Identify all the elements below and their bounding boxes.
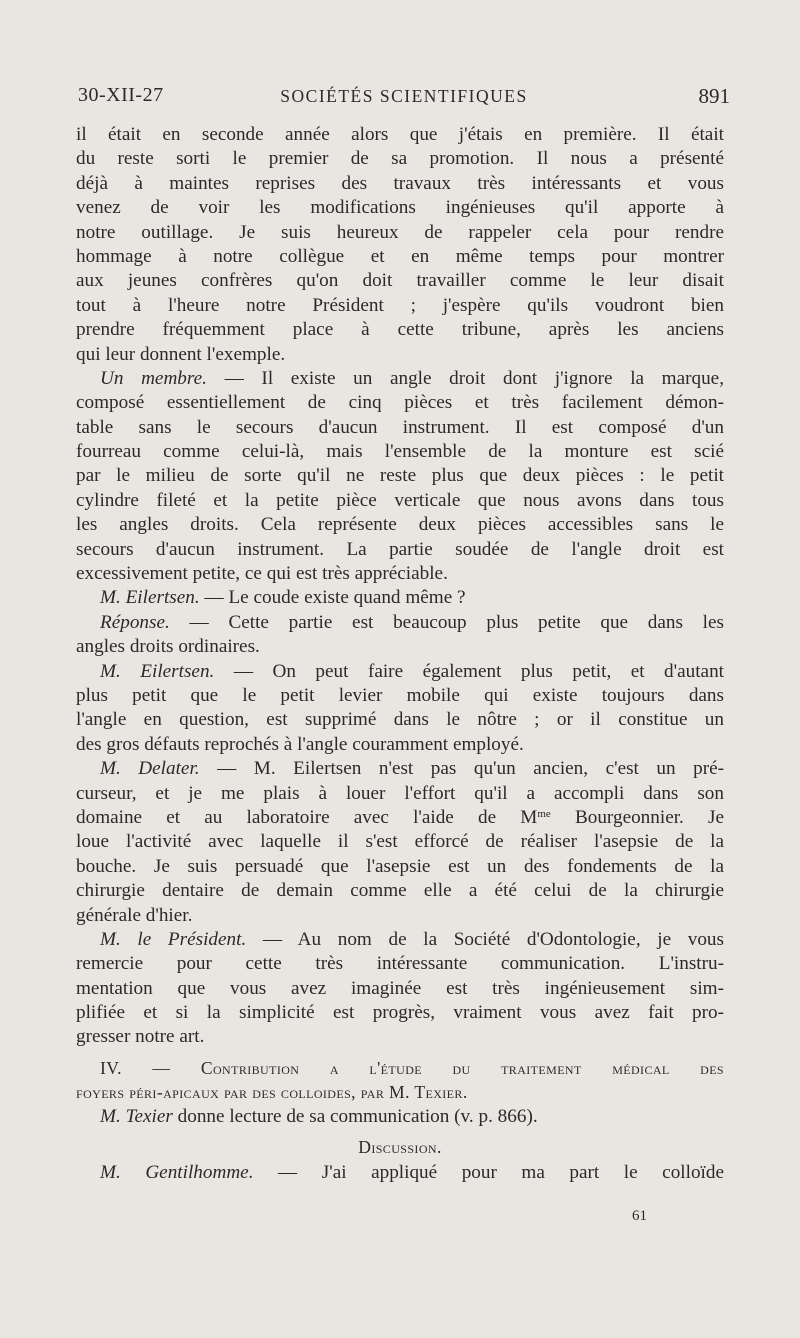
text-line: l'angle en question, est supprimé dans le nôtre ; or il constitue un: [76, 709, 724, 731]
discussion-heading: Discussion.: [358, 1137, 442, 1158]
text-line: il était en seconde année alors que j'étais en première. Il était: [76, 124, 724, 145]
text-line: plifiée et si la simplicité est progrès, vraiment vous avez fait pro-: [76, 1002, 724, 1024]
text-line: secours d'aucun instrument. La partie soudée de l'angle droit est: [76, 538, 724, 560]
paragraph-texier: M. Texier donne lecture de sa communication (v. p. 866).: [100, 1105, 538, 1127]
text-line: remercie pour cette très intéressante communication. L'instru-: [76, 953, 724, 975]
text-line: angles droits ordinaires.: [76, 636, 260, 658]
text-line: aux jeunes confrères qu'on doit travailler comme le leur disait: [76, 270, 724, 292]
text-line: des gros défauts reprochés à l'angle couramment employé.: [76, 733, 524, 755]
text-line: curseur, et je me plais à louer l'effort qu'il a accompli dans son: [76, 782, 724, 804]
text-line: table sans le secours d'aucun instrument. Il est composé d'un: [76, 416, 724, 438]
text-line: Un membre. — Il existe un angle droit dont j'ignore la marque,: [100, 367, 725, 389]
signature-mark: 61: [632, 1208, 647, 1224]
paragraph-eilertsen-1: M. Eilertsen. — Le coude existe quand même ?: [100, 587, 466, 609]
paragraph-gentilhomme: M. Gentilhomme. — J'ai appliqué pour ma part le colloïde: [100, 1162, 724, 1184]
paragraph-delater: [76, 757, 724, 928]
text-line: prendre fréquemment place à cette tribune, après les anciens: [76, 319, 724, 341]
text-line: les angles droits. Cela représente deux pièces accessibles sans le: [76, 514, 724, 536]
speaker-name: M. le Président.: [100, 928, 247, 950]
superscript: me: [537, 807, 551, 820]
text-line: M. le Président. — Au nom de la Société d'Odontologie, je vous: [100, 928, 724, 950]
text-line: notre outillage. Je suis heureux de rappeler cela pour rendre: [76, 221, 724, 243]
text-line: tout à l'heure notre Président ; j'espère qu'ils voudront bien: [76, 294, 724, 316]
running-header: [78, 84, 730, 114]
section-heading-line: IV. — Contribution a l'étude du traitement médical des: [100, 1057, 724, 1078]
text-line: par le milieu de sorte qu'il ne reste plus que deux pièces : le petit: [76, 465, 724, 487]
text-line: M. Eilertsen. — On peut faire également plus petit, et d'autant: [100, 660, 724, 682]
text-line: hommage à notre collègue et en même temps pour montrer: [76, 245, 724, 267]
paragraph-1: [76, 123, 724, 367]
text-line: venez de voir les modifications ingénieuses qu'il apporte à: [76, 197, 724, 219]
text-line: chirurgie dentaire de demain comme elle a été celui de la chirurgie: [76, 880, 724, 902]
text-line: composé essentiellement de cinq pièces et très facilement démon-: [76, 392, 724, 414]
paragraph-un-membre: [76, 367, 724, 587]
paragraph-reponse: [76, 611, 724, 660]
text-line: déjà à maintes reprises des travaux très intéressants et vous: [76, 172, 724, 194]
text-line: mentation que vous avez imaginée est très ingénieusement sim-: [76, 977, 724, 999]
page-number: 891: [698, 84, 730, 108]
text-line: qui leur donnent l'exemple.: [76, 343, 286, 365]
speaker-name: M. Eilertsen.: [100, 587, 200, 609]
speaker-name: Réponse.: [100, 611, 170, 633]
text-line: loue l'activité avec laquelle il s'est efforcé de réaliser l'asepsie de la: [76, 831, 724, 853]
header-title: SOCIÉTÉS SCIENTIFIQUES: [280, 86, 528, 106]
text-line: générale d'hier.: [76, 904, 193, 926]
section-heading-line: foyers péri-apicaux par des colloides, par M. Texier.: [76, 1082, 468, 1103]
text-line: Réponse. — Cette partie est beaucoup plus petite que dans les: [100, 611, 724, 633]
text-line: M. Delater. — M. Eilertsen n'est pas qu'un ancien, c'est un pré-: [100, 758, 724, 780]
section-iv-heading: [76, 1056, 724, 1105]
paragraph-eilertsen-2: [76, 660, 724, 758]
speaker-name: M. Gentilhomme.: [100, 1162, 254, 1184]
text-line: cylindre fileté et la petite pièce verticale que nous avons dans tous: [76, 489, 724, 511]
text-line: du reste sorti le premier de sa promotion. Il nous a présenté: [76, 148, 724, 170]
text-line: domaine et au laboratoire avec l'aide de $M^{me}$ Bourgeonnier. Je: [76, 806, 724, 828]
page-body: [76, 123, 724, 1186]
speaker-name: M. Delater.: [100, 758, 200, 780]
speaker-name: M. Eilertsen.: [100, 660, 215, 682]
speaker-name: M. Texier: [100, 1105, 173, 1127]
header-date: 30-XII-27: [78, 84, 164, 106]
text-line: plus petit que le petit levier mobile qui existe toujours dans: [76, 684, 724, 706]
paragraph-president: [76, 928, 724, 1050]
text-line: excessivement petite, ce qui est très appréciable.: [76, 563, 448, 585]
text-line: fourreau comme celui-là, mais l'ensemble de la monture est scié: [76, 441, 724, 463]
speaker-name: Un membre.: [100, 367, 207, 389]
text-line: bouche. Je suis persuadé que l'asepsie est un des fondements de la: [76, 855, 724, 877]
text-line: gresser notre art.: [76, 1026, 205, 1048]
